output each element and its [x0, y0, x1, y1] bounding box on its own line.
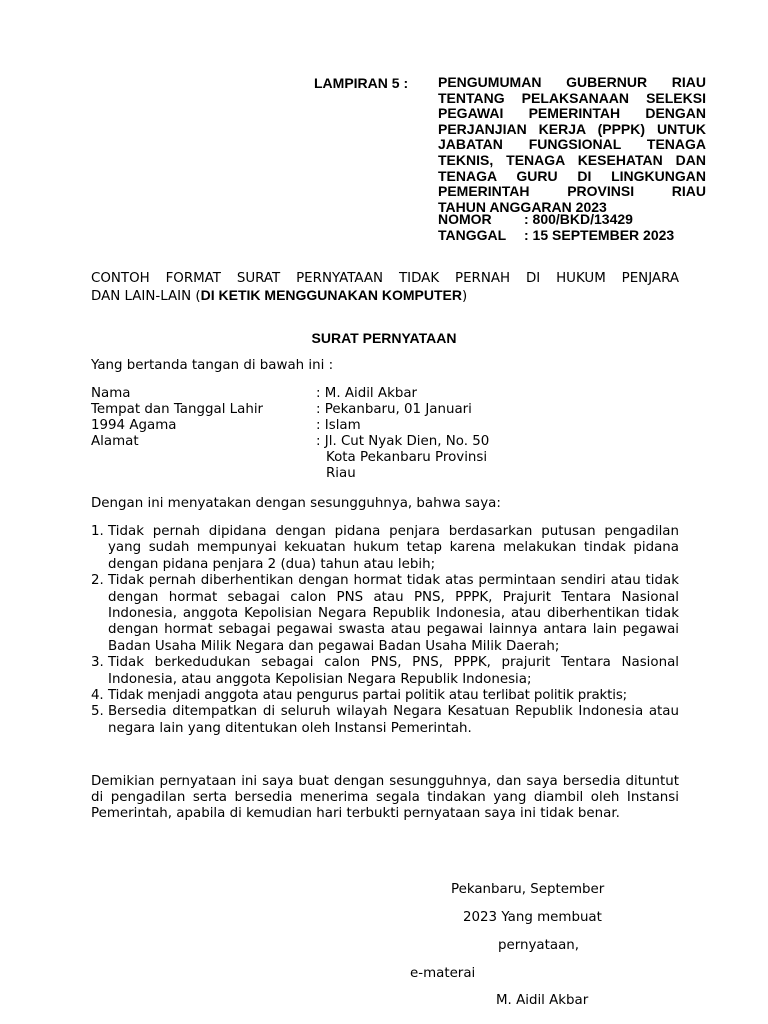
list-text: Tidak berkedudukan sebagai calon PNS, PNS, PPPK, prajurit Tentara Nasional Indonesia, atau anggota Kepolisian Negara Republik Indonesia; [108, 655, 679, 687]
ttl-label: Tempat dan Tanggal Lahir [91, 402, 264, 417]
alamat-value-cont: Riau [326, 466, 356, 481]
nomor-label: NOMOR [438, 211, 492, 227]
statement-list [91, 524, 679, 737]
lampiran-line: TENTANG PELAKSANAAN SELEKSI [438, 89, 706, 106]
signature-line: pernyataan, [498, 938, 580, 953]
statement-intro: Dengan ini menyatakan dengan sesungguhnya, bahwa saya: [91, 496, 501, 511]
agama-value: : Islam [316, 418, 361, 433]
list-number: 5. [91, 704, 104, 720]
list-number: 1. [91, 524, 104, 539]
document-heading: SURAT PERNYATAAN [311, 330, 457, 346]
list-number: 3. [91, 655, 104, 671]
alamat-label: Alamat [91, 434, 139, 449]
list-item [91, 704, 679, 737]
format-title-line2-suffix: ) [461, 289, 468, 304]
list-text: Tidak pernah dipidana dengan pidana penjara berdasarkan putusan pengadilan yang sudah mempunyai kekuatan hukum tetap karena melakukan tindak pidana dengan pidana penjara 2 (dua) tahun atau lebih; [108, 524, 679, 572]
list-text: Bersedia ditempatkan di seluruh wilayah Negara Kesatuan Republik Indonesia atau negara lain yang ditentukan oleh Instansi Pemerintah. [108, 704, 679, 736]
list-item [91, 688, 679, 704]
format-title [91, 271, 679, 305]
nama-value: : M. Aidil Akbar [316, 386, 418, 401]
tanggal-value: : 15 SEPTEMBER 2023 [524, 227, 675, 243]
lampiran-line: JABATAN FUNGSIONAL TENAGA [438, 136, 706, 153]
lampiran-line: PERJANJIAN KERJA (PPPK) UNTUK [438, 120, 706, 137]
lampiran-line: PEMERINTAH PROVINSI RIAU [438, 183, 706, 200]
list-item [91, 573, 679, 655]
alamat-value-cont: Kota Pekanbaru Provinsi [326, 450, 488, 465]
format-title-line2-prefix: DAN LAIN-LAIN ( [91, 289, 201, 304]
format-title-line1: CONTOH FORMAT SURAT PERNYATAAN TIDAK PERNAH DI HUKUM PENJARA [91, 271, 679, 286]
lampiran-label: LAMPIRAN 5 : [314, 75, 409, 91]
lampiran-title [438, 75, 706, 215]
format-title-bold: DI KETIK MENGGUNAKAN KOMPUTER [200, 287, 462, 303]
lampiran-line: PENGUMUMAN GUBERNUR RIAU [438, 74, 706, 90]
signer-name: M. Aidil Akbar [496, 993, 589, 1008]
list-item [91, 655, 679, 688]
list-item [91, 524, 679, 573]
tanggal-row [438, 227, 674, 243]
closing-paragraph: Demikian pernyataan ini saya buat dengan sesungguhnya, dan saya bersedia dituntut di pengadilan serta bersedia menerima segala tindakan yang diambil oleh Instansi Pemerintah, apabila di kemudian hari terbukti pernyataan saya ini tidak benar. [91, 774, 679, 822]
tanggal-label: TANGGAL [438, 227, 507, 243]
lampiran-line: PEGAWAI PEMERINTAH DENGAN [438, 105, 706, 122]
ttl-value: : Pekanbaru, 01 Januari [316, 402, 472, 417]
signature-line: 2023 Yang membuat [463, 910, 602, 925]
intro-text: Yang bertanda tangan di bawah ini : [91, 358, 334, 373]
list-text: Tidak pernah diberhentikan dengan hormat tidak atas permintaan sendiri atau tidak dengan hormat sebagai calon PNS atau PNS, PPPK, Prajurit Tentara Nasional Indonesia, anggota Kepolisian Negara Republik Indonesia, atau diberhentikan tidak dengan hormat sebagai pegawai swasta atau pegawai lainnya antara lain pegawai Badan Usaha Milik Negara dan pegawai Badan Usaha Milik Daerah; [108, 573, 679, 654]
list-number: 2. [91, 573, 104, 589]
lampiran-line: TENAGA GURU DI LINGKUNGAN [438, 167, 706, 184]
lampiran-line: TAHUN ANGGARAN 2023 [438, 198, 607, 215]
list-number: 4. [91, 688, 104, 704]
alamat-value: : Jl. Cut Nyak Dien, No. 50 [316, 434, 490, 449]
signature-place-date: Pekanbaru, September [451, 882, 605, 897]
nomor-value: : 800/BKD/13429 [524, 211, 633, 227]
agama-label: 1994 Agama [91, 418, 177, 433]
nama-label: Nama [91, 386, 131, 401]
lampiran-line: TEKNIS, TENAGA KESEHATAN DAN [438, 151, 706, 168]
e-materai-label: e-materai [410, 966, 476, 981]
nomor-row [438, 211, 633, 227]
list-text: Tidak menjadi anggota atau pengurus partai politik atau terlibat politik praktis; [108, 688, 628, 704]
